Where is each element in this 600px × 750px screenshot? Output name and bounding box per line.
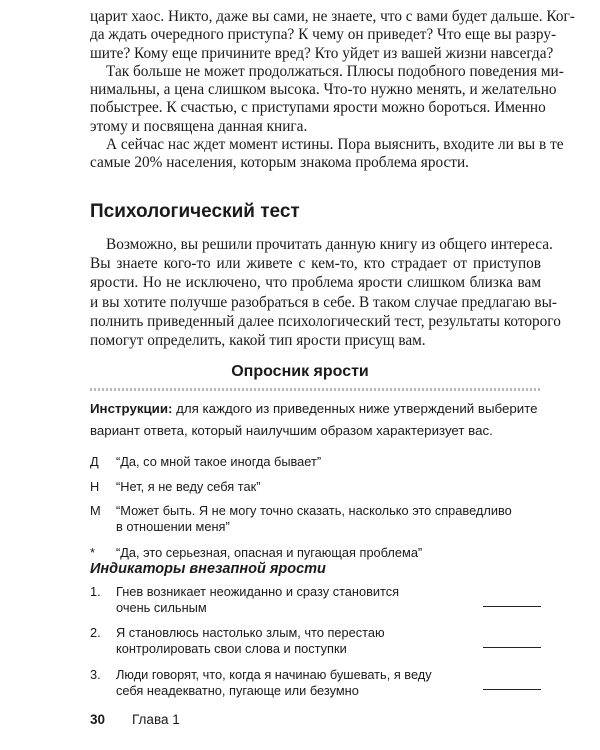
- paragraph: [90, 62, 564, 136]
- text-line: Так больше не может продолжаться. Плюсы подобного поведения ми-: [106, 62, 564, 80]
- option-key: Н: [90, 479, 100, 494]
- page-footer: [90, 712, 180, 727]
- answer-blank[interactable]: [483, 606, 541, 607]
- option-key: Д: [90, 454, 99, 469]
- text-line: Возможно, вы решили прочитать данную книгу из общего интереса.: [106, 236, 553, 253]
- section-paragraph: [90, 235, 561, 350]
- instructions-text: для каждого из приведенных ниже утверждений выберите вариант ответа, который наилучшим образом характеризует вас.: [90, 401, 538, 438]
- text-line: шите? Кому еще причините вред? Кто уйдет из вашей жизни навсегда?: [90, 44, 554, 62]
- option-text: “Да, со мной такое иногда бывает”: [116, 454, 322, 469]
- paragraph: [90, 8, 575, 63]
- question-text: Гнев возникает неожиданно и сразу становится очень сильным: [116, 584, 400, 615]
- text-line: побыстрее. К счастью, с приступами ярости можно бороться. Именно: [90, 99, 546, 117]
- text-line: самые 20% населения, которым знакома проблема ярости.: [90, 154, 470, 172]
- question-number: 3.: [90, 667, 101, 682]
- option-text: “Может быть. Я не могу точно сказать, насколько это справедливо в отношении меня”: [116, 503, 512, 534]
- answer-blank[interactable]: [483, 689, 541, 690]
- text-line: полнить приведенный далее психологический тест, результаты которого: [90, 312, 561, 330]
- subsection-heading: Индикаторы внезапной ярости: [90, 561, 326, 577]
- option-key: М: [90, 503, 101, 518]
- instructions-label: Инструкции:: [90, 401, 173, 416]
- questionnaire-title: Опросник ярости: [231, 363, 369, 380]
- instructions: [90, 398, 541, 442]
- text-line: и вы хотите получше разобраться в себе. В таком случае предлагаю вы-: [90, 293, 557, 311]
- question-number: 1.: [90, 584, 101, 599]
- intro-text: [90, 8, 575, 173]
- option-text: “Нет, я не веду себя так”: [116, 479, 261, 494]
- question-text: Люди говорят, что, когда я начинаю бушевать, я веду себя неадекватно, пугающе или безумно: [116, 667, 432, 698]
- option-key: *: [90, 545, 95, 560]
- option-text: “Да, это серьезная, опасная и пугающая проблема”: [116, 545, 423, 560]
- text-line: А сейчас нас ждет момент истины. Пора выяснить, входите ли вы в те: [106, 136, 564, 154]
- text-line: да ждать очередного приступа? К чему он приведет? Что еще вы разру-: [90, 26, 557, 44]
- chapter-label: Глава 1: [132, 712, 180, 727]
- text-line: нимальны, а цена слишком высока. Что-то нужно менять, и желательно: [90, 81, 557, 99]
- dotted-divider: [90, 388, 541, 391]
- page-number: 30: [90, 712, 106, 727]
- question-number: 2.: [90, 625, 101, 640]
- answer-blank[interactable]: [483, 647, 541, 648]
- section-heading: Психологический тест: [90, 201, 300, 222]
- text-line: этому и посвящена данная книга.: [90, 117, 308, 135]
- text-line: Вы знаете кого-то или живете с кем-то, кто страдает от приступов: [90, 255, 541, 273]
- text-line: царит хаос. Никто, даже вы сами, не знаете, что с вами будет дальше. Ког-: [90, 8, 575, 25]
- paragraph: [90, 136, 564, 173]
- text-line: ярости. Но не исключено, что проблема ярости слишком близка вам: [90, 274, 541, 292]
- question-text: Я становлюсь настолько злым, что перестаю контролировать свои слова и поступки: [116, 625, 385, 656]
- text-line: помогут определить, какой тип ярости присущ вам.: [90, 331, 426, 349]
